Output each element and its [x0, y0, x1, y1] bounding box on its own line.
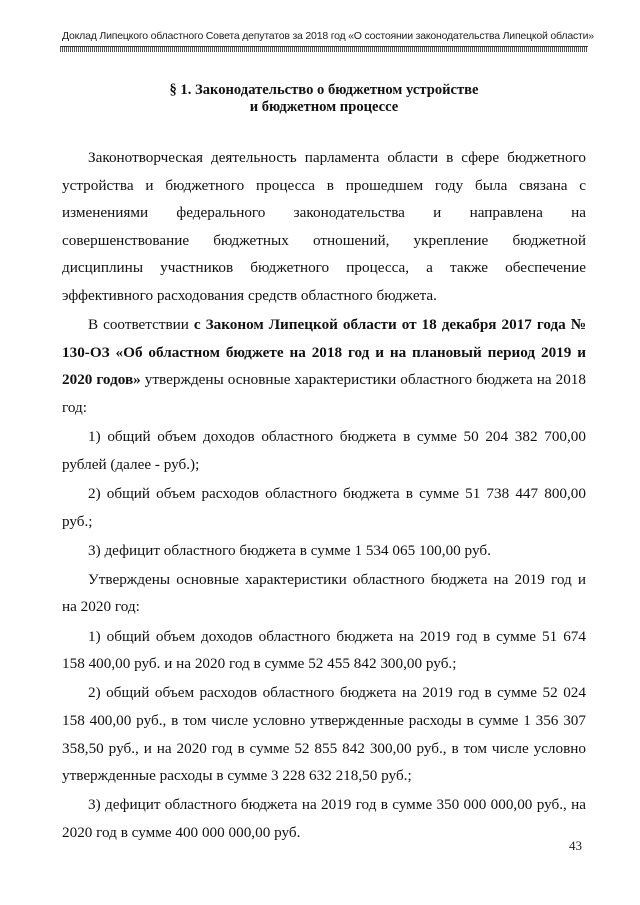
list-item-plan-deficit: 3) дефицит областного бюджета на 2019 год в сумме 350 000 000,00 руб., на 2020 год в сумме 400 000 000,00 руб.	[62, 796, 586, 841]
plan-intro-paragraph: Утверждены основные характеристики областного бюджета на 2019 год и на 2020 год:	[62, 570, 586, 616]
page-number: 43	[569, 838, 582, 853]
document-body	[62, 72, 586, 848]
running-header: Доклад Липецкого областного Совета депутатов за 2018 год «О состоянии законодательства Липецкой области»	[62, 30, 594, 42]
header-divider	[60, 46, 588, 52]
section-title-line-2: и бюджетном процессе	[249, 99, 399, 115]
list-item-plan-expenses: 2) общий объем расходов областного бюджета на 2019 год в сумме 52 024 158 400,00 руб., в том числе условно утвержденные расходы в сумме 1 356 307 358,50 руб., и на 2020 год в сумме 52 855 842 300,00 руб., в том числе условно утвержденные расходы в сумме 3 228 632 218,50 руб.;	[62, 684, 586, 785]
section-title	[62, 82, 586, 116]
section-title-line-1: § 1. Законодательство о бюджетном устройстве	[169, 82, 479, 98]
intro-paragraph: Законотворческая деятельность парламента области в сфере бюджетного устройства и бюджетного процесса в прошедшем году была связана с изменениями федерального законодательства и направлена на совершенствование бюджетных отношений, укрепление бюджетной дисциплины участников бюджетного процесса, а также обеспечение эффективного расходования средств областного бюджета.	[62, 149, 586, 304]
law-name: с Законом Липецкой области от 18 декабря 2017 года № 130-ОЗ «Об областном бюджете на 2018 год и на плановый период 2019 и 2020 годов»	[62, 316, 586, 389]
law-prefix: В соответствии	[88, 316, 194, 334]
law-paragraph	[62, 311, 586, 421]
list-item-2018-deficit: 3) дефицит областного бюджета в сумме 1 534 065 100,00 руб.	[88, 541, 491, 559]
law-suffix: утверждены основные характеристики областного бюджета на 2018 год:	[62, 371, 586, 416]
list-item-2018-revenue: 1) общий объем доходов областного бюджета в сумме 50 204 382 700,00 рублей (далее - руб.);	[62, 428, 586, 473]
list-item-plan-revenue: 1) общий объем доходов областного бюджета на 2019 год в сумме 51 674 158 400,00 руб. и на 2020 год в сумме 52 455 842 300,00 руб.;	[62, 627, 586, 673]
list-item-2018-expenses: 2) общий объем расходов областного бюджета в сумме 51 738 447 800,00 руб.;	[62, 484, 586, 530]
